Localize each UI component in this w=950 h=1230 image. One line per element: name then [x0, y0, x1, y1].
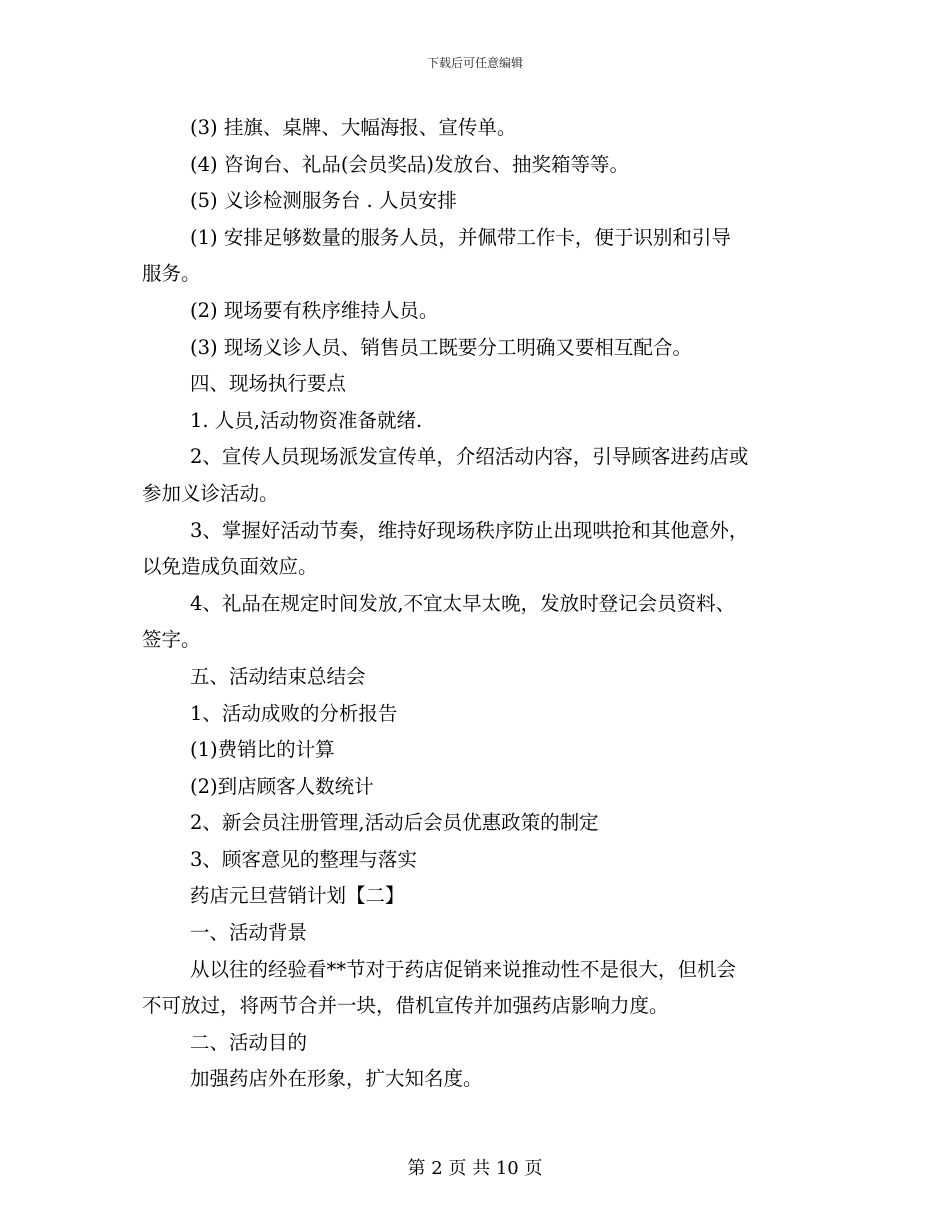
text-line: 四、现场执行要点: [190, 372, 347, 396]
text-line: 加强药店外在形象，扩大知名度。: [190, 1067, 483, 1091]
text-line: (2)到店顾客人数统计: [190, 774, 374, 798]
page-header-note: 下载后可任意编辑: [426, 56, 523, 70]
text-line: 3、顾客意见的整理与落实: [190, 847, 417, 871]
text-line: 2、宣传人员现场派发宣传单，介绍活动内容，引导顾客进药店或: [190, 445, 749, 469]
text-line: 以免造成负面效应。: [142, 555, 318, 579]
text-line: (4) 咨询台、礼品(会员奖品)发放台、抽奖箱等等。: [190, 152, 630, 176]
text-line: (5) 义诊检测服务台 . 人员安排: [190, 189, 457, 213]
text-line: 一、活动背景: [190, 921, 308, 945]
document-body: [142, 110, 812, 1098]
text-line: 1、活动成败的分析报告: [190, 701, 398, 725]
text-line: 二、活动目的: [190, 1030, 308, 1054]
text-line: 从以往的经验看**节对于药店促销来说推动性不是很大，但机会: [190, 957, 737, 981]
text-line: (2) 现场要有秩序维持人员。: [190, 298, 439, 322]
text-line: 4、礼品在规定时间发放,不宜太早太晚，发放时登记会员资料、: [190, 591, 736, 615]
text-line: 参加义诊活动。: [142, 481, 279, 505]
text-line: (3) 挂旗、桌牌、大幅海报、宣传单。: [190, 116, 517, 139]
text-line: 药店元旦营销计划【二】: [190, 884, 405, 908]
text-line: 五、活动结束总结会: [190, 664, 366, 688]
text-line: 1. 人员,活动物资准备就绪.: [190, 408, 423, 432]
text-line: 2、新会员注册管理,活动后会员优惠政策的制定: [190, 811, 599, 835]
text-line: (1)费销比的计算: [190, 738, 335, 762]
text-line: 签字。: [142, 628, 201, 652]
text-line: (1) 安排足够数量的服务人员，并佩带工作卡，便于识别和引导: [190, 225, 731, 249]
text-line: 服务。: [142, 262, 201, 286]
text-line: 3、掌握好活动节奏，维持好现场秩序防止出现哄抢和其他意外，: [190, 518, 749, 542]
page-number: 第 2 页 共 10 页: [407, 1158, 543, 1179]
text-line: (3) 现场义诊人员、销售员工既要分工明确又要相互配合。: [190, 335, 692, 359]
text-line: 不可放过，将两节合并一块，借机宣传并加强药店影响力度。: [142, 994, 669, 1018]
